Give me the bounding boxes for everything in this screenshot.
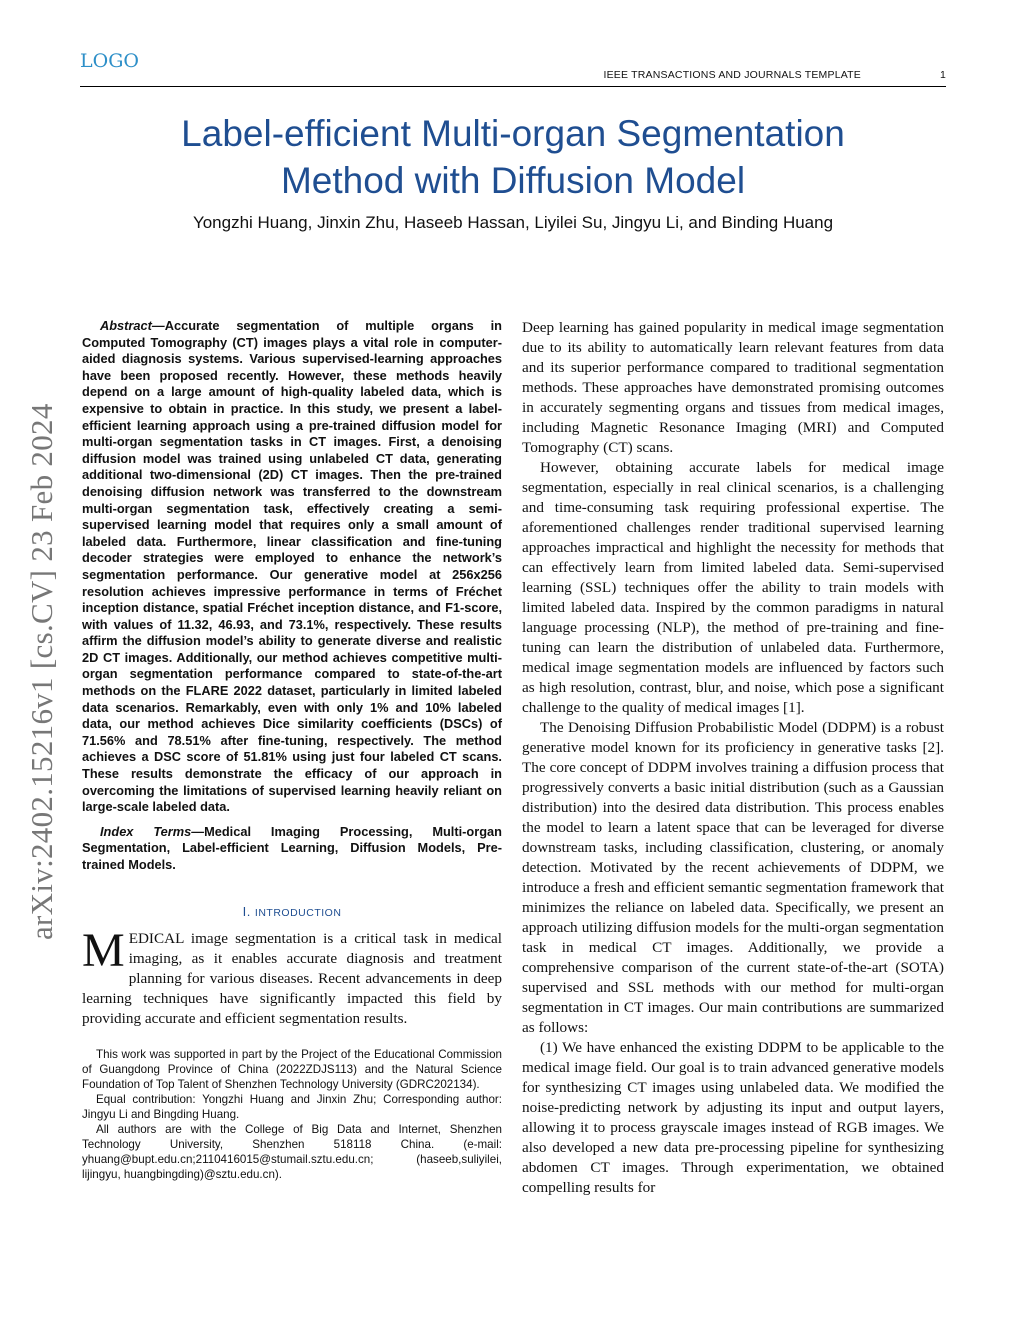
page-number: 1 bbox=[939, 69, 946, 81]
abstract-label: Abstract— bbox=[100, 318, 165, 333]
header-rule bbox=[80, 86, 946, 87]
paper-title bbox=[80, 110, 946, 204]
footnotes bbox=[82, 1047, 502, 1182]
section-title: INTRODUCTION bbox=[254, 906, 342, 919]
footnote-funding: This work was supported in part by the Project of the Educational Commission of Guangdong Province of China (2022ZDJS113) and the Natural Science Foundation of Top Talent of Shenzhen Technology University (GDRC202134). bbox=[82, 1047, 502, 1091]
paragraph-4: (1) We have enhanced the existing DDPM to be applicable to the medical image field. Our goal is to train advanced generative models for synthesizing CT images using unlabeled data. We modified the noise-predicting network by adjusting its input and output layers, allowing it to process grayscale images instead of RGB images. We also developed a new data pre-processing pipeline for synthesizing abdomen CT images. Through experimentation, we obtained compelling results for bbox=[522, 1039, 944, 1196]
index-terms-text: Medical Imaging Processing, Multi-organ Segmentation, Label-efficient Learning, Diffusion Models, Pre-trained Models. bbox=[82, 823, 502, 872]
abstract bbox=[82, 318, 502, 816]
section-heading-introduction bbox=[82, 904, 502, 919]
author-list: Yongzhi Huang, Jinxin Zhu, Haseeb Hassan, Liyilei Su, Jingyu Li, and Binding Huang bbox=[192, 213, 834, 232]
footnote-contribution: Equal contribution: Yongzhi Huang and Jinxin Zhu; Corresponding author: Jingyu Li and Bingding Huang. bbox=[82, 1092, 502, 1121]
arxiv-identifier: arXiv:2402.15216v1 [cs.CV] 23 Feb 2024 bbox=[24, 403, 59, 940]
title-line-2: Method with Diffusion Model bbox=[280, 160, 746, 201]
title-line-1: Label-efficient Multi-organ Segmentation bbox=[181, 113, 845, 154]
paragraph-1: Deep learning has gained popularity in medical image segmentation due to its ability to automatically learn relevant features from data and its superior performance compared to traditional segmentation methods. These approaches have demonstrated promising outcomes in accurately segmenting organs and tissues from medical images, including Magnetic Resonance Imaging (MRI) and Computed Tomography (CT) scans. bbox=[522, 319, 944, 456]
index-terms-label: Index Terms— bbox=[100, 823, 205, 839]
intro-paragraph-text: EDICAL image segmentation is a critical task in medical imaging, as it enables accurate diagnosis and treatment planning for various diseases. Recent advancements in deep learning techniques have significantly impacted this field by providing accurate and efficient segmentation results. bbox=[82, 929, 502, 1027]
drop-cap: M bbox=[82, 923, 125, 977]
index-terms bbox=[82, 824, 502, 874]
paragraph-3: The Denoising Diffusion Probabilistic Model (DDPM) is a robust generative model known for its proficiency in generative tasks [2]. The core concept of DDPM involves training a diffusion process that progressively converts a basic initial distribution (such as a Gaussian distribution) into the desired data distribution. This process enables the model to learn a latent space that can be leveraged for diverse downstream tasks, including classification, clustering, or anomaly detection. Motivated by the recent achievements of DDPM, we introduce a fresh and efficient semantic segmentation framework that minimizes the reliance on labeled data. Specifically, we present an approach utilizing diffusion models for the multi-organ segmentation task in medical CT images. Additionally, we provide a comprehensive comparison of the current state-of-the-art (SOTA) supervised and SSL methods with our method for multi-organ segmentation in CT images. Our main contributions are summarized as follows: bbox=[522, 719, 944, 1036]
journal-logo: LOGO bbox=[80, 50, 139, 72]
paragraph-2: However, obtaining accurate labels for medical image segmentation, especially in real clinical scenarios, is a challenging and time-consuming task requiring professional expertise. The aforementioned challenges render traditional supervised learning approaches impractical and highlight the necessity for methods that can effectively learn from limited labeled data. Semi-supervised learning (SSL) techniques offer the ability to train models with limited labeled data. Inspired by the common paradigms in natural language processing (NLP), the method of pre-training and fine-tuning can learn the distribution of unlabeled data. Furthermore, medical image segmentation models are influenced by factors such as high resolution, contrast, blur, and noise, which pose a significant challenge to the quality of medical images [1]. bbox=[522, 459, 944, 716]
footnote-affiliation: All authors are with the College of Big Data and Internet, Shenzhen Technology University, Shenzhen 518118 China. (e-mail: yhuang@bupt.edu.cn;2110416015@stumail.sztu.edu.cn; (haseeb,suliyilei, lijingyu, huangbingding)@sztu.edu.cn). bbox=[82, 1122, 502, 1181]
abstract-text: Accurate segmentation of multiple organs in Computed Tomography (CT) images plays a vital role in computer-aided diagnosis systems. Various supervised-learning approaches have been proposed recently. However, these methods heavily depend on a large amount of high-quality labeled data, which is expensive to obtain in practice. In this study, we present a label-efficient learning approach using a pre-trained diffusion model for multi-organ segmentation tasks in CT images. First, a denoising diffusion model was trained using unlabeled CT data, generating additional two-dimensional (2D) CT images. Then the pre-trained denoising diffusion network was transferred to the downstream multi-organ segmentation task, effectively creating a semi-supervised learning model that requires only a small amount of labeled data. Furthermore, linear classification and fine-tuning decoder strategies were employed to enhance the network’s segmentation performance. Our generative model at 256x256 resolution achieves impressive performance in terms of Fréchet inception distance, spatial Fréchet inception distance, and F1-score, with values of 11.32, 46.93, and 73.1%, respectively. These results affirm the diffusion model’s ability to generate diverse and realistic 2D CT images. Additionally, our method achieves competitive multi-organ segmentation performance compared to state-of-the-art methods on the FLARE 2022 dataset, particularly in limited labeled data scenarios. Remarkably, even with only 1% and 10% labeled data, our method achieves Dice similarity coefficients (DSCs) of 71.56% and 78.51% after fine-tuning, respectively. The method achieves a DSC score of 51.81% using just four labeled CT scans. These results demonstrate the efficacy of our approach in overcoming the limitations of supervised learning heavily reliant on large-scale labeled data. bbox=[82, 318, 502, 815]
left-column bbox=[82, 318, 502, 1182]
right-column bbox=[522, 318, 944, 1198]
journal-name: IEEE TRANSACTIONS AND JOURNALS TEMPLATE bbox=[603, 69, 861, 81]
intro-paragraph bbox=[82, 923, 502, 1029]
section-numeral: I. bbox=[242, 903, 255, 919]
